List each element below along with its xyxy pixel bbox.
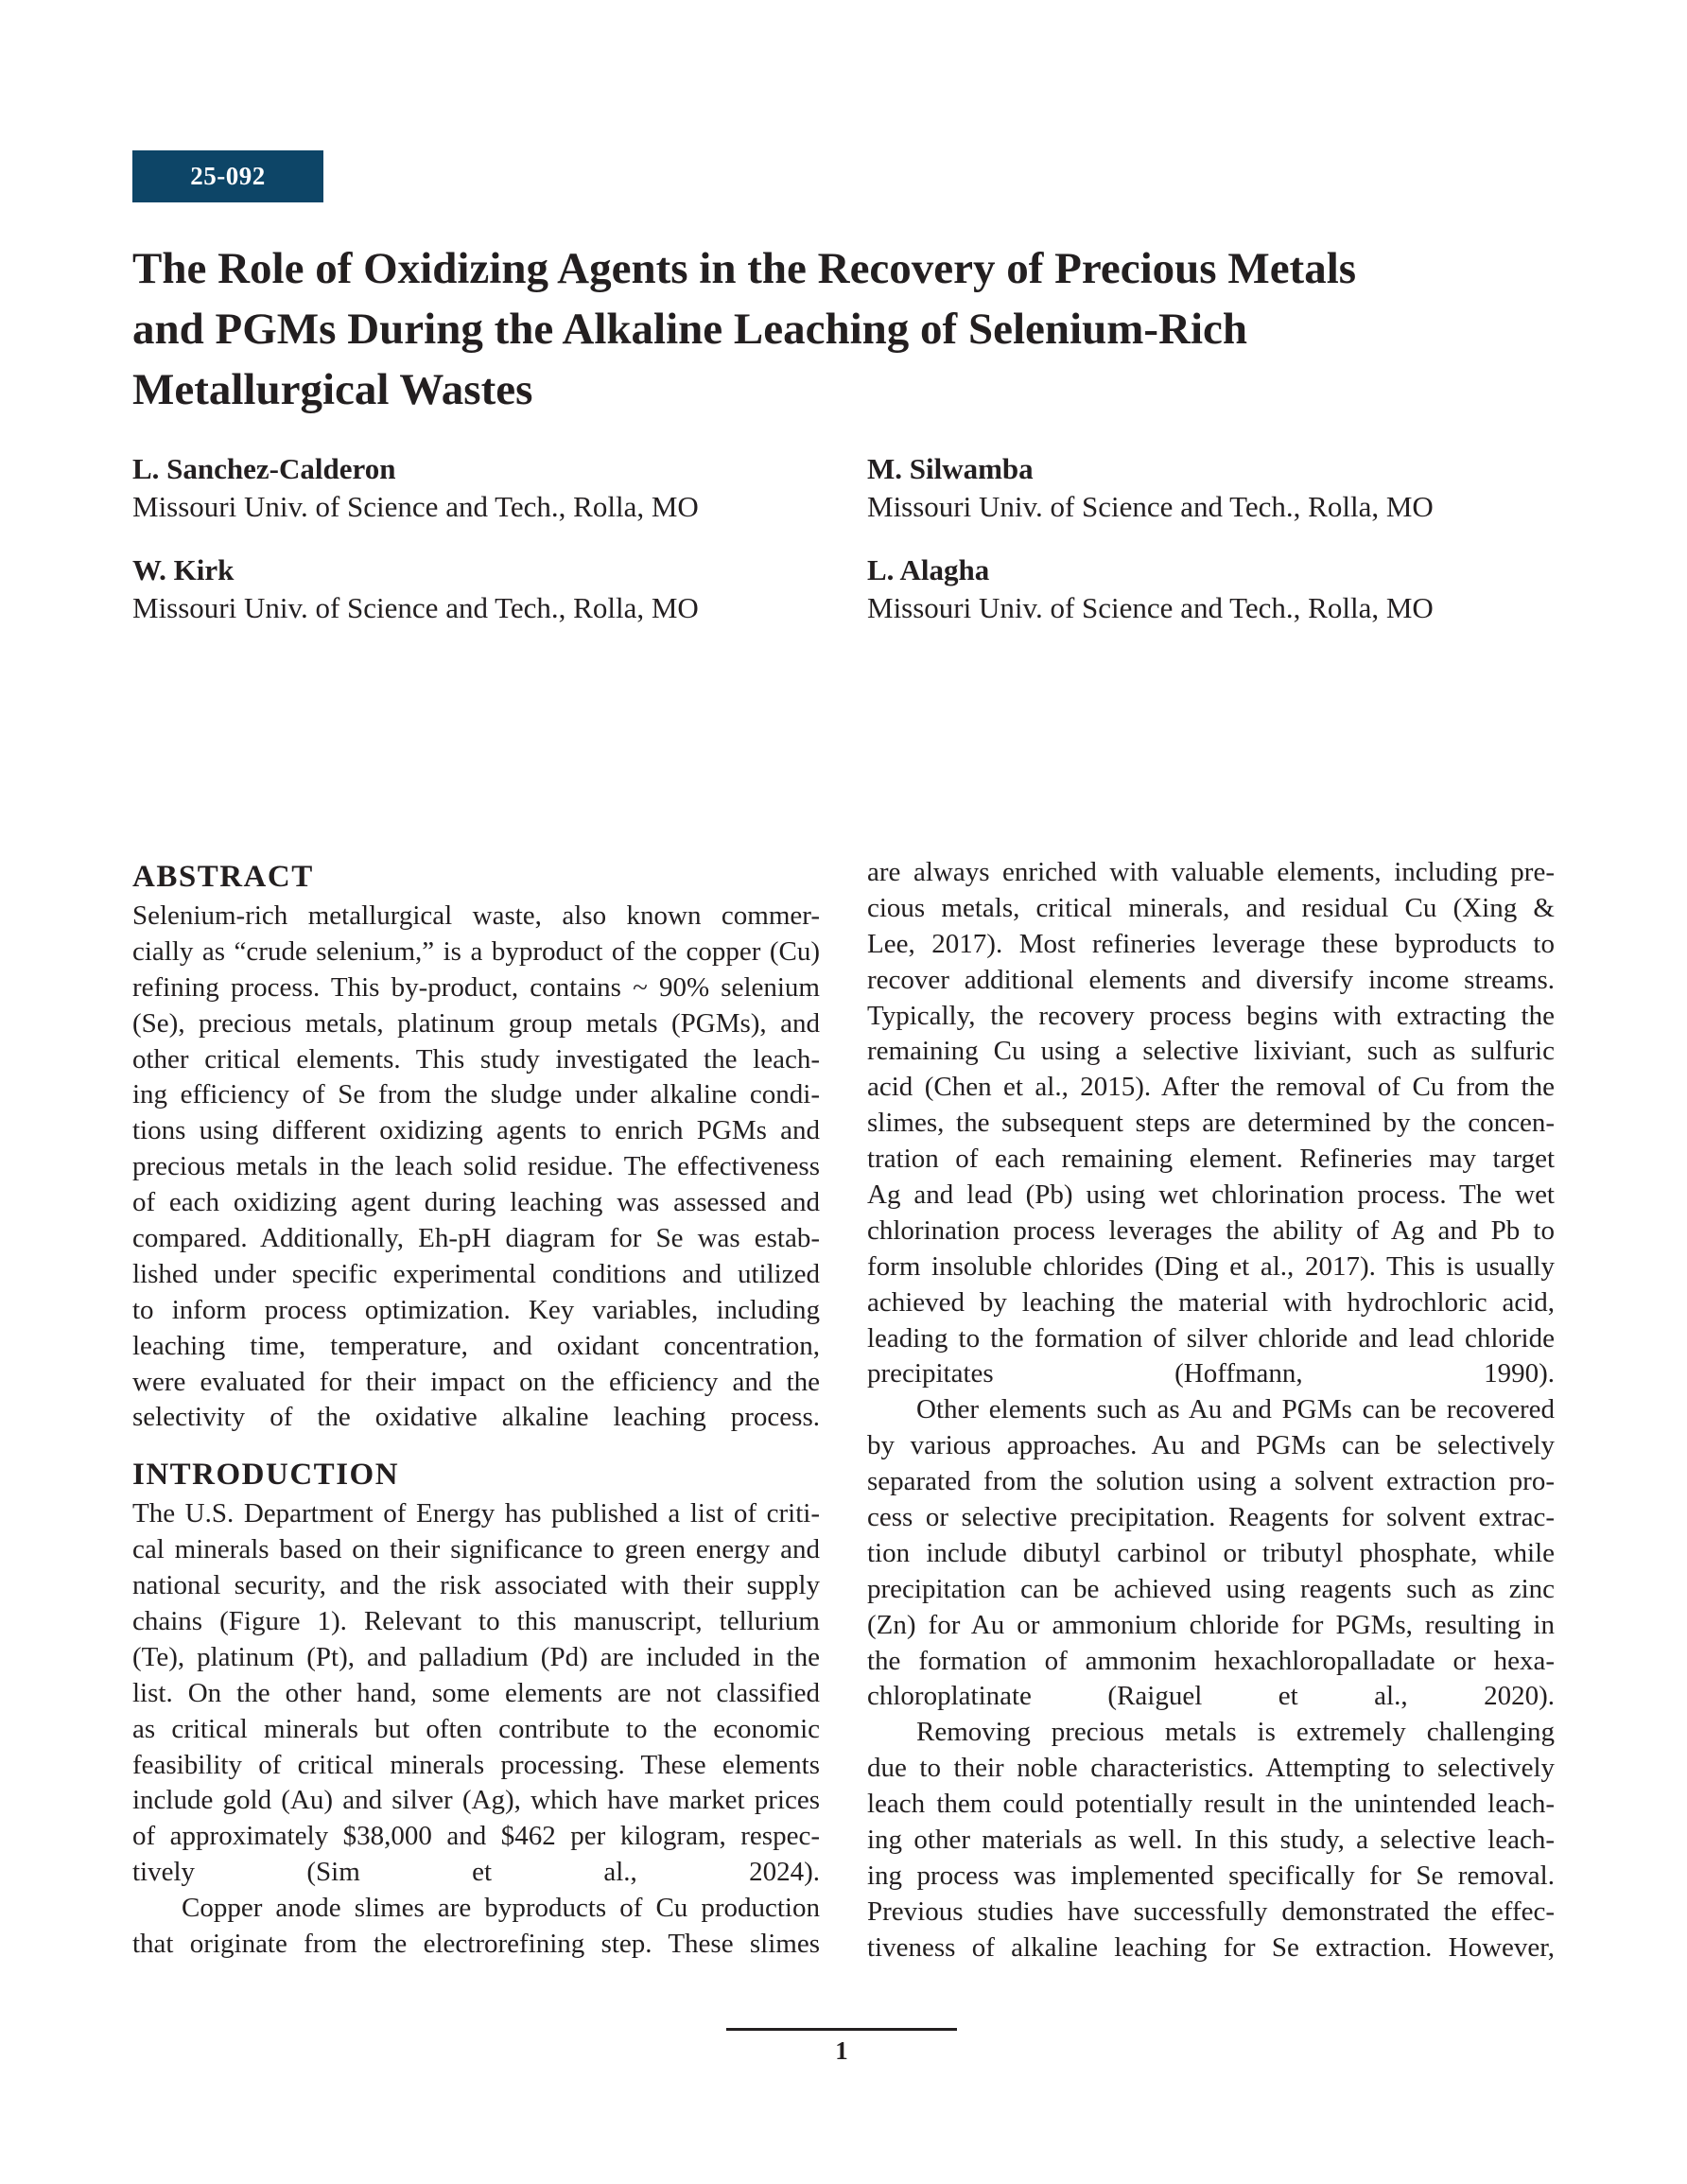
title-line: The Role of Oxidizing Agents in the Recovery of Precious Metals bbox=[132, 244, 1357, 293]
author-affiliation: Missouri Univ. of Science and Tech., Rolla, MO bbox=[867, 490, 1434, 523]
text-line: ing process was implemented specifically for Se removal. bbox=[867, 1860, 1555, 1891]
text-line: remaining Cu using a selective lixiviant, such as sulfuric bbox=[867, 1036, 1555, 1067]
text-line: by various approaches. Au and PGMs can be selectively bbox=[867, 1430, 1555, 1461]
text-line: Selenium-rich metallurgical waste, also known commer- bbox=[132, 900, 820, 931]
paper-title bbox=[132, 238, 1551, 420]
text-line: tions using different oxidizing agents to enrich PGMs and bbox=[132, 1115, 820, 1146]
text-line: Previous studies have successfully demonstrated the effec- bbox=[867, 1896, 1555, 1927]
text-line: precipitates (Hoffmann, 1990). bbox=[867, 1358, 1555, 1389]
text-line: other critical elements. This study investigated the leach- bbox=[132, 1043, 820, 1075]
text-line: (Te), platinum (Pt), and palladium (Pd) are included in the bbox=[132, 1641, 820, 1672]
text-line: were evaluated for their impact on the efficiency and the bbox=[132, 1366, 820, 1397]
author-name: W. Kirk bbox=[132, 553, 235, 586]
text-line: The U.S. Department of Energy has published a list of criti- bbox=[132, 1498, 820, 1529]
text-line: include gold (Au) and silver (Ag), which have market prices bbox=[132, 1785, 820, 1816]
text-line: cious metals, critical minerals, and residual Cu (Xing & bbox=[867, 892, 1555, 923]
text-line: precipitation can be achieved using reagents such as zinc bbox=[867, 1573, 1555, 1604]
text-line: precious metals in the leach solid residue. The effectiveness bbox=[132, 1151, 820, 1182]
text-line: form insoluble chlorides (Ding et al., 2017). This is usually bbox=[867, 1250, 1555, 1282]
abstract-text bbox=[132, 899, 820, 1436]
title-line: and PGMs During the Alkaline Leaching of Selenium-Rich bbox=[132, 305, 1248, 354]
text-line: the formation of ammonim hexachloropalladate or hexa- bbox=[867, 1645, 1555, 1676]
author-affiliation: Missouri Univ. of Science and Tech., Rolla, MO bbox=[867, 591, 1434, 624]
body-paragraph bbox=[867, 855, 1555, 1392]
introduction-heading: INTRODUCTION bbox=[132, 1458, 400, 1493]
text-line: ing other materials as well. In this study, a selective leach- bbox=[867, 1825, 1555, 1856]
text-line: acid (Chen et al., 2015). After the removal of Cu from the bbox=[867, 1072, 1555, 1103]
text-line: recover additional elements and diversify income streams. bbox=[867, 964, 1555, 995]
text-line: feasibility of critical minerals processing. These elements bbox=[132, 1749, 820, 1780]
text-line: lished under specific experimental conditions and utilized bbox=[132, 1258, 820, 1289]
author-affiliation: Missouri Univ. of Science and Tech., Rolla, MO bbox=[132, 591, 699, 624]
text-line: tion include dibutyl carbinol or tributyl phosphate, while bbox=[867, 1537, 1555, 1568]
body-paragraph bbox=[867, 1392, 1555, 1715]
text-line: (Se), precious metals, platinum group metals (PGMs), and bbox=[132, 1007, 820, 1039]
text-line: refining process. This by-product, contains ~ 90% selenium bbox=[132, 971, 820, 1003]
author-block bbox=[132, 551, 794, 627]
text-line: Removing precious metals is extremely challenging bbox=[916, 1717, 1555, 1748]
text-line: achieved by leaching the material with hydrochloric acid, bbox=[867, 1286, 1555, 1318]
paper-id-badge: 25-092 bbox=[132, 150, 323, 202]
abstract-heading: ABSTRACT bbox=[132, 860, 314, 894]
text-line: Lee, 2017). Most refineries leverage these byproducts to bbox=[867, 928, 1555, 959]
text-line: chloroplatinate (Raiguel et al., 2020). bbox=[867, 1681, 1555, 1712]
body-paragraph bbox=[867, 1715, 1555, 1966]
introduction-paragraph bbox=[132, 1496, 820, 1891]
footer-divider bbox=[726, 2028, 957, 2031]
text-line: national security, and the risk associated with their supply bbox=[132, 1570, 820, 1601]
text-line: chains (Figure 1). Relevant to this manuscript, tellurium bbox=[132, 1606, 820, 1637]
page-number: 1 bbox=[835, 2036, 848, 2065]
author-name: L. Sanchez-Calderon bbox=[132, 452, 396, 485]
text-line: cially as “crude selenium,” is a byproduct of the copper (Cu) bbox=[132, 935, 820, 967]
text-line: are always enriched with valuable elements, including pre- bbox=[867, 857, 1555, 887]
introduction-paragraph bbox=[132, 1891, 820, 1963]
text-line: due to their noble characteristics. Attempting to selectively bbox=[867, 1753, 1555, 1784]
text-line: cal minerals based on their significance to green energy and bbox=[132, 1534, 820, 1565]
text-line: that originate from the electrorefining step. These slimes bbox=[132, 1929, 820, 1960]
author-affiliation: Missouri Univ. of Science and Tech., Rolla, MO bbox=[132, 490, 699, 523]
text-line: leading to the formation of silver chloride and lead chloride bbox=[867, 1322, 1555, 1354]
left-column bbox=[132, 857, 820, 1963]
author-block bbox=[867, 450, 1529, 526]
text-line: as critical minerals but often contribute to the economic bbox=[132, 1713, 820, 1744]
text-line: ing efficiency of Se from the sludge under alkaline condi- bbox=[132, 1079, 820, 1110]
title-line: Metallurgical Wastes bbox=[132, 365, 533, 414]
text-line: Copper anode slimes are byproducts of Cu production bbox=[182, 1893, 820, 1924]
text-line: tration of each remaining element. Refineries may target bbox=[867, 1144, 1555, 1175]
text-line: of each oxidizing agent during leaching was assessed and bbox=[132, 1187, 820, 1218]
author-block bbox=[867, 551, 1529, 627]
text-line: Typically, the recovery process begins with extracting the bbox=[867, 1000, 1555, 1031]
text-line: chlorination process leverages the ability of Ag and Pb to bbox=[867, 1214, 1555, 1246]
text-line: cess or selective precipitation. Reagents for solvent extrac- bbox=[867, 1502, 1555, 1533]
right-column bbox=[867, 855, 1555, 1966]
text-line: separated from the solution using a solvent extraction pro- bbox=[867, 1466, 1555, 1497]
text-line: selectivity of the oxidative alkaline leaching process. bbox=[132, 1402, 820, 1433]
text-line: tiveness of alkaline leaching for Se extraction. However, bbox=[867, 1931, 1555, 1963]
text-line: compared. Additionally, Eh-pH diagram for Se was estab- bbox=[132, 1223, 820, 1254]
text-line: list. On the other hand, some elements are not classified bbox=[132, 1677, 820, 1708]
author-name: L. Alagha bbox=[867, 553, 990, 586]
text-line: (Zn) for Au or ammonium chloride for PGMs, resulting in bbox=[867, 1609, 1555, 1640]
author-name: M. Silwamba bbox=[867, 452, 1034, 485]
text-line: Other elements such as Au and PGMs can be recovered bbox=[916, 1394, 1555, 1425]
author-block bbox=[132, 450, 794, 526]
text-line: leaching time, temperature, and oxidant concentration, bbox=[132, 1330, 820, 1361]
text-line: to inform process optimization. Key variables, including bbox=[132, 1294, 820, 1325]
text-line: tively (Sim et al., 2024). bbox=[132, 1857, 820, 1888]
text-line: leach them could potentially result in the unintended leach- bbox=[867, 1789, 1555, 1820]
text-line: slimes, the subsequent steps are determined by the concen- bbox=[867, 1108, 1555, 1139]
text-line: of approximately $38,000 and $462 per kilogram, respec- bbox=[132, 1821, 820, 1852]
text-line: Ag and lead (Pb) using wet chlorination process. The wet bbox=[867, 1179, 1555, 1211]
